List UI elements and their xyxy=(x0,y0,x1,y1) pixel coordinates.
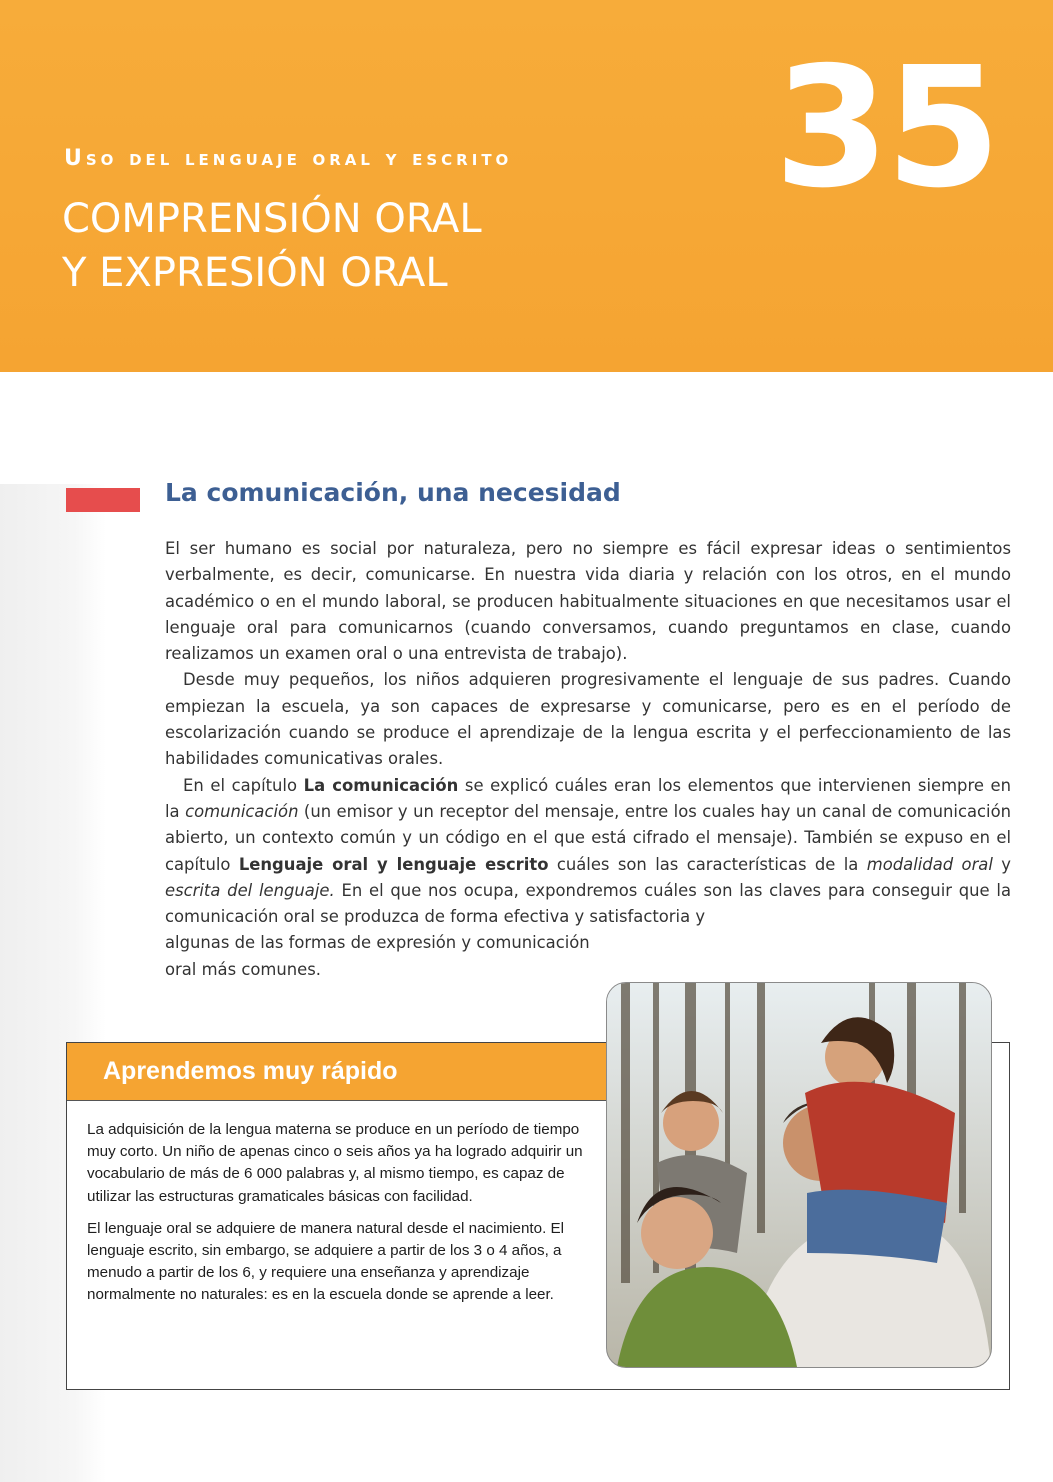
section-marker xyxy=(66,488,140,512)
sidebar-box-divider xyxy=(67,1100,607,1101)
section-body xyxy=(165,536,1011,983)
chapter-number: 35 xyxy=(773,32,997,225)
family-photo xyxy=(606,982,992,1368)
chapter-supertitle: Uso del lenguaje oral y escrito xyxy=(64,146,513,171)
chapter-reference-2: Lenguaje oral y lenguaje escrito xyxy=(238,854,549,874)
chapter-reference-1: La comunicación xyxy=(303,775,459,795)
sidebar-box-body xyxy=(87,1119,597,1317)
paragraph-1: El ser humano es social por naturaleza, pero no siempre es fácil expresar ideas o sentimientos verbalmente, es decir, comunicarse. En nuestra vida diaria y relación con los otros, en el mundo académico o en el mundo laboral, se producen habitualmente situaciones en que necesitamos usar el lenguaje oral para comunicarnos (cuando conversamos, cuando preguntamos en clase, cuando realizamos un examen oral o una entrevista de trabajo). xyxy=(165,539,1011,664)
sidebar-box-title: Aprendemos muy rápido xyxy=(103,1057,398,1085)
family-photo-illustration xyxy=(607,983,991,1367)
sidebar-paragraph-2: El lenguaje oral se adquiere de manera natural desde el nacimiento. El lenguaje escrito, sin embargo, se adquiere a partir de los 3 o 4 años, a menudo a partir de los 6, y requiere una enseñanza y aprendizaje normalmente no naturales: es en la escuela donde se aprende a leer. xyxy=(87,1219,565,1304)
section-heading: La comunicación, una necesidad xyxy=(165,478,621,507)
chapter-title-line1: COMPRENSIÓN ORAL xyxy=(62,196,482,242)
paragraph-2: Desde muy pequeños, los niños adquieren progresivamente el lenguaje de sus padres. Cuando empiezan la escuela, ya son capaces de expresarse y comunicarse, pero es en el período de escolarización cuando se produce el aprendizaje de la lengua escrita y el perfeccionamiento de las habilidades comunicativas orales. xyxy=(165,670,1011,769)
paragraph-3-end: algunas de las formas de expresión y comunicación oral más comunes. xyxy=(165,933,590,979)
chapter-banner xyxy=(0,0,1053,372)
sidebar-box-header xyxy=(67,1043,607,1101)
paragraph-3: En el capítulo La comunicación se explicó cuáles eran los elementos que intervienen siempre en la comunicación (un emisor y un receptor del mensaje, entre los cuales hay un canal de comunicación abierto, un contexto común y un código en el que está cifrado el mensaje). También se expuso en el capítulo Lenguaje oral y lenguaje escrito cuáles son las características de la modalidad oral y escrita del lenguaje. En el que nos ocupa, expondremos cuáles son las claves para conseguir que la comunicación oral se produzca de forma efectiva y satisfactoria y xyxy=(165,775,1012,927)
chapter-title-line2: Y EXPRESIÓN ORAL xyxy=(62,250,448,296)
chapter-title xyxy=(62,192,482,300)
sidebar-paragraph-1: La adquisición de la lengua materna se produce en un período de tiempo muy corto. Un niño de apenas cinco o seis años ya ha logrado adquirir un vocabulario de más de 6 000 palabras y, al mismo tiempo, es capaz de utilizar las estructuras gramaticales básicas con facilidad. xyxy=(87,1121,583,1205)
